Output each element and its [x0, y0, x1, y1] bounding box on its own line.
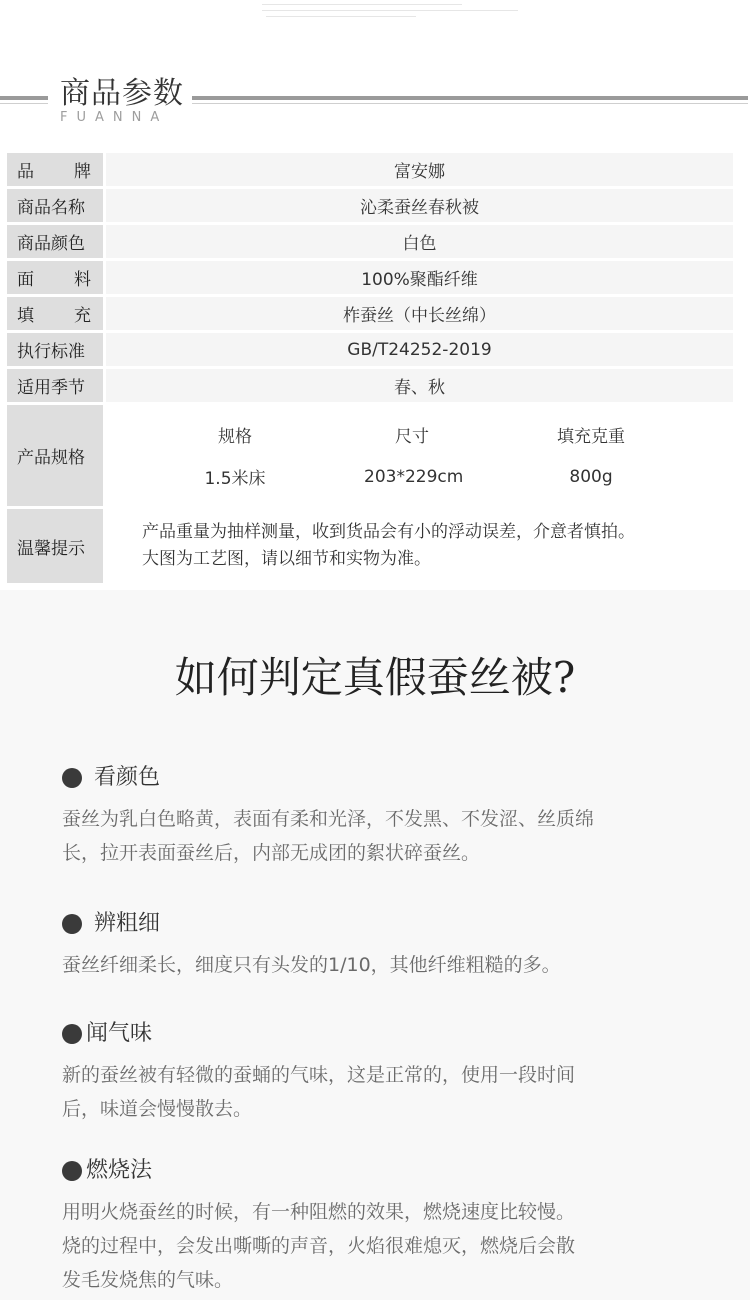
size-spec-values — [106, 456, 733, 498]
spec-key-char: 填 — [17, 306, 34, 326]
spec-value: 富安娜 — [106, 153, 733, 186]
spec-key-char: 面 — [17, 270, 34, 290]
guide-text — [62, 948, 702, 982]
spec-key — [7, 153, 103, 186]
guide-heading — [62, 1155, 702, 1187]
spec-row-tip — [7, 509, 733, 583]
spec-key — [7, 261, 103, 294]
bullet-dot-icon — [62, 914, 82, 934]
spec-row-season — [7, 369, 733, 402]
guide-text — [62, 1195, 702, 1297]
guide-text — [62, 1058, 702, 1126]
guide-text-line: 用明火烧蚕丝的时候，有一种阻燃的效果，燃烧速度比较慢。 — [62, 1201, 576, 1223]
guide-section-smell — [62, 1018, 702, 1126]
bullet-dot-icon — [62, 768, 82, 788]
guide-heading — [62, 1018, 702, 1050]
guide-text-line: 后，味道会慢慢散去。 — [62, 1098, 253, 1120]
section-title: 商品参数 — [60, 76, 184, 111]
guide-text-line: 蚕丝纤细柔长，细度只有头发的1/10，其他纤维粗糙的多。 — [62, 954, 561, 976]
spec-table — [7, 153, 733, 586]
spec-row-filling — [7, 297, 733, 330]
spec-row-color — [7, 225, 733, 258]
spec-value: 沁柔蚕丝春秋被 — [106, 189, 733, 222]
guide-heading-text: 看颜色 — [94, 765, 161, 790]
guide-title: 如何判定真假蚕丝被? — [174, 653, 576, 702]
spec-key: 温馨提示 — [7, 509, 103, 583]
size-header: 规格 — [218, 427, 252, 447]
guide-heading-text: 闻气味 — [86, 1021, 153, 1046]
spec-key — [7, 297, 103, 330]
spec-key: 商品名称 — [7, 189, 103, 222]
tip-content — [106, 509, 733, 583]
size-header: 尺寸 — [395, 427, 429, 447]
guide-heading-text: 燃烧法 — [86, 1158, 153, 1183]
guide-section-burn — [62, 1155, 702, 1297]
spec-row-fabric — [7, 261, 733, 294]
guide-heading-text: 辨粗细 — [94, 911, 161, 936]
size-value: 800g — [569, 466, 613, 487]
spec-key-char: 充 — [74, 306, 91, 326]
guide-text-line: 发毛发烧焦的气味。 — [62, 1269, 234, 1291]
spec-value: 春、秋 — [106, 369, 733, 402]
spec-row-size — [7, 405, 733, 506]
spec-row-name — [7, 189, 733, 222]
spec-key: 产品规格 — [7, 405, 103, 506]
guide-heading — [62, 908, 702, 940]
spec-key: 执行标准 — [7, 333, 103, 366]
header-rule-left-thin — [0, 103, 48, 104]
spec-value: GB/T24252-2019 — [106, 333, 733, 366]
tip-line: 大图为工艺图，请以细节和实物为准。 — [142, 549, 431, 569]
section-subtitle: FUANNA — [60, 110, 169, 125]
spec-key-char: 牌 — [74, 162, 91, 182]
spec-key: 适用季节 — [7, 369, 103, 402]
header-rule-right — [192, 96, 748, 100]
spec-key: 商品颜色 — [7, 225, 103, 258]
size-spec-grid — [106, 405, 733, 506]
tip-line: 产品重量为抽样测量，收到货品会有小的浮动误差，介意者慎拍。 — [142, 522, 635, 542]
bullet-dot-icon — [62, 1161, 82, 1181]
guide-text-line: 新的蚕丝被有轻微的蚕蛹的气味，这是正常的，使用一段时间 — [62, 1064, 576, 1086]
size-value: 203*229cm — [364, 466, 464, 487]
spec-key-char: 品 — [17, 162, 34, 182]
bullet-dot-icon — [62, 1024, 82, 1044]
spec-value: 100%聚酯纤维 — [106, 261, 733, 294]
guide-text-line: 蚕丝为乳白色略黄，表面有柔和光泽，不发黑、不发涩、丝质绵 — [62, 808, 595, 830]
guide-section-color — [62, 762, 702, 870]
spec-value: 柞蚕丝（中长丝绵） — [106, 297, 733, 330]
guide-text — [62, 802, 702, 870]
authenticity-guide — [0, 590, 750, 1300]
spec-row-brand — [7, 153, 733, 186]
decorative-top-lines — [262, 4, 518, 22]
size-spec-headers — [106, 414, 733, 456]
guide-text-line: 烧的过程中，会发出嘶嘶的声音，火焰很难熄灭，燃烧后会散 — [62, 1235, 576, 1257]
guide-heading — [62, 762, 702, 794]
tip-text — [106, 519, 635, 573]
section-header — [0, 70, 750, 130]
spec-row-standard — [7, 333, 733, 366]
guide-text-line: 长，拉开表面蚕丝后，内部无成团的絮状碎蚕丝。 — [62, 842, 481, 864]
spec-value: 白色 — [106, 225, 733, 258]
header-rule-left — [0, 96, 48, 100]
header-rule-right-thin — [192, 103, 748, 104]
size-value: 1.5米床 — [204, 469, 266, 489]
size-header: 填充克重 — [557, 427, 625, 447]
guide-section-thickness — [62, 908, 702, 982]
spec-key-char: 料 — [74, 270, 91, 290]
